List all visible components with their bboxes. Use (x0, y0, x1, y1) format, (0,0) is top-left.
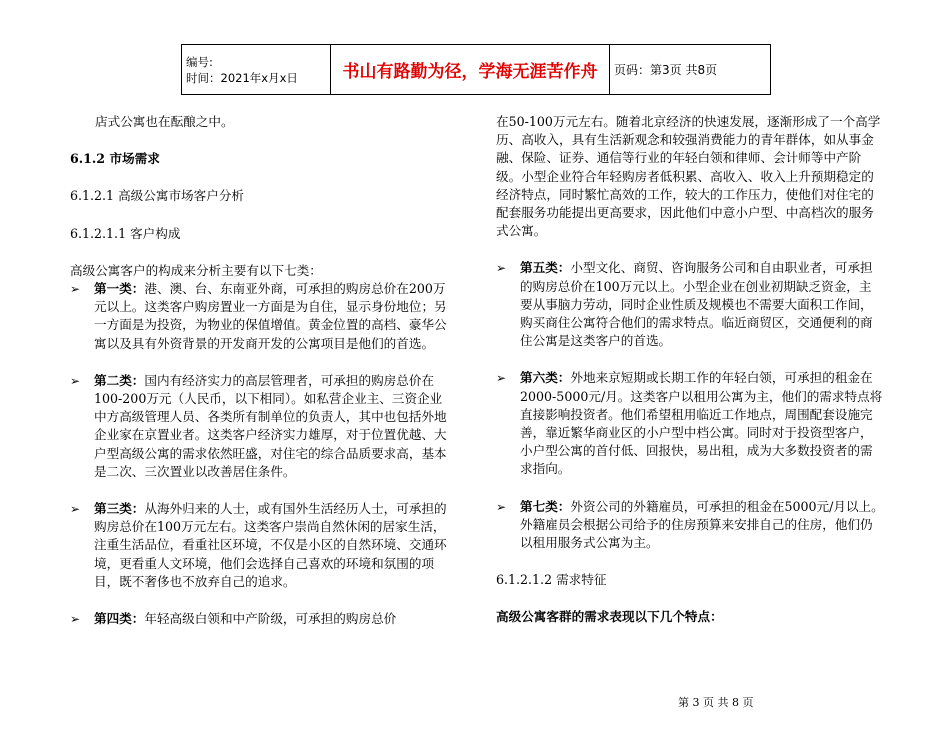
subsection-heading: 6.1.2.1 高级公寓市场客户分析 (70, 188, 245, 204)
section-heading: 6.1.2 市场需求 (70, 151, 160, 167)
arrow-bullet-icon: ➢ (70, 502, 81, 517)
page-label: 页码：第3页 共8页 (610, 45, 771, 95)
arrow-bullet-icon: ➢ (496, 261, 507, 276)
list-item (70, 372, 450, 481)
header-table (181, 44, 771, 95)
arrow-bullet-icon: ➢ (70, 612, 81, 627)
list-item (70, 280, 450, 353)
intro-text: 高级公寓客户的构成来分析主要有以下七类： (70, 262, 322, 278)
item-text: 外地来京短期或长期工作的年轻白领，可承担的租金在2000-5000元/月。这类客户以租用公寓为主，他们的需求特点将直接影响投资者。他们希望租用临近工作地点，周围配套设施完善，靠近繁华商业区的小户型中档公寓。同时对于投资型客户，小户型公寓的首付低、回报快，易出租，成为大多数投资者的需求指向。 (520, 370, 883, 477)
item-title: 第二类： (94, 372, 145, 388)
left-column (70, 113, 450, 628)
item-title: 第五类： (520, 260, 571, 276)
item-title: 第四类： (94, 611, 145, 627)
list-item (70, 610, 450, 628)
arrow-bullet-icon: ➢ (496, 499, 507, 514)
item-text: 外资公司的外籍雇员，可承担的租金在5000元/月以上。外籍雇员会根据公司给予的住房预算来安排自己的住房，他们仍以租用服务式公寓为主。 (520, 498, 884, 551)
list-item (496, 369, 884, 478)
item-title: 第七类： (520, 498, 571, 514)
page-footer: 第 3 页 共 8 页 (678, 696, 754, 709)
paragraph-text: 店式公寓也在酝酿之中。 (95, 114, 234, 129)
emphasis-heading: 高级公寓客群的需求表现以下几个特点： (496, 609, 723, 625)
item-text: 港、澳、台、东南亚外商，可承担的购房总价在200万元以上。这类客户购房置业一方面是为自住，显示身份地位；另一方面是为投资，为物业的保值增值。黄金位置的高档、豪华公寓以及具有外资背景的开发商开发的公寓项目是他们的首选。 (94, 281, 447, 351)
arrow-bullet-icon: ➢ (496, 371, 507, 386)
list-item (496, 498, 884, 553)
item-text: 年轻高级白领和中产阶级，可承担的购房总价 (144, 611, 397, 627)
item-title: 第三类： (94, 501, 145, 517)
motto: 书山有路勤为径，学海无涯苦作舟 (331, 45, 610, 95)
list-item (496, 259, 884, 350)
list-item (70, 500, 450, 591)
arrow-bullet-icon: ➢ (70, 282, 81, 297)
item-text: 国内有经济实力的高层管理者，可承担的购房总价在100-200万元（人民币，以下相同）。如私营企业主、三资企业中方高级管理人员、各类所有制单位的负责人，其中也包括外地企业家在京置业者。这类客户经济实力雄厚，对于位置优越、大户型高级公寓的需求依然旺盛，对住宅的综合品质要求高，基本是二次、三次置业以改善居住条件。 (94, 372, 447, 479)
paragraph-text: 在50-100万元左右。随着北京经济的快速发展，逐渐形成了一个高学历、高收入，具有生活新观念和较强消费能力的青年群体，如从事金融、保险、证券、通信等行业的年轻白领和律师、会计师等中产阶级。小型企业符合年轻购房者低积累、高收入、收入上升预期稳定的经济特点，同时繁忙高效的工作，较大的工作压力，使他们对住宅的配套服务功能提出更高要求，因此他们中意小户型、中高档次的服务式公寓。 (496, 114, 881, 239)
code-label: 编号: (186, 54, 213, 69)
date-label: 时间：2021年x月x日 (186, 70, 298, 85)
header-meta (182, 45, 331, 95)
item-text: 从海外归来的人士，或有国外生活经历人士，可承担的购房总价在100万元左右。这类客户崇尚自然休闲的居家生活，注重生活品位，看重社区环境，不仅是小区的自然环境、交通环境，更看重人文环境，他们会选择自己喜欢的环境和氛围的项目，既不奢侈也不放弃自己的追求。 (94, 501, 447, 589)
arrow-bullet-icon: ➢ (70, 373, 81, 388)
item-title: 第一类： (94, 281, 145, 297)
right-column (496, 113, 884, 627)
subsubsection-heading: 6.1.2.1.1 客户构成 (70, 225, 181, 241)
item-text: 小型文化、商贸、咨询服务公司和自由职业者，可承担的购房总价在100万元以上。小型企业在创业初期缺乏资金，主要从事脑力劳动，同时企业性质及规模也不需要大面积工作间，购买商住公寓符合他们的需求特点。临近商贸区，交通便利的商住公寓是这类客户的首选。 (520, 260, 873, 349)
item-title: 第六类： (520, 370, 571, 386)
subsubsection-heading: 6.1.2.1.2 需求特征 (496, 572, 607, 588)
